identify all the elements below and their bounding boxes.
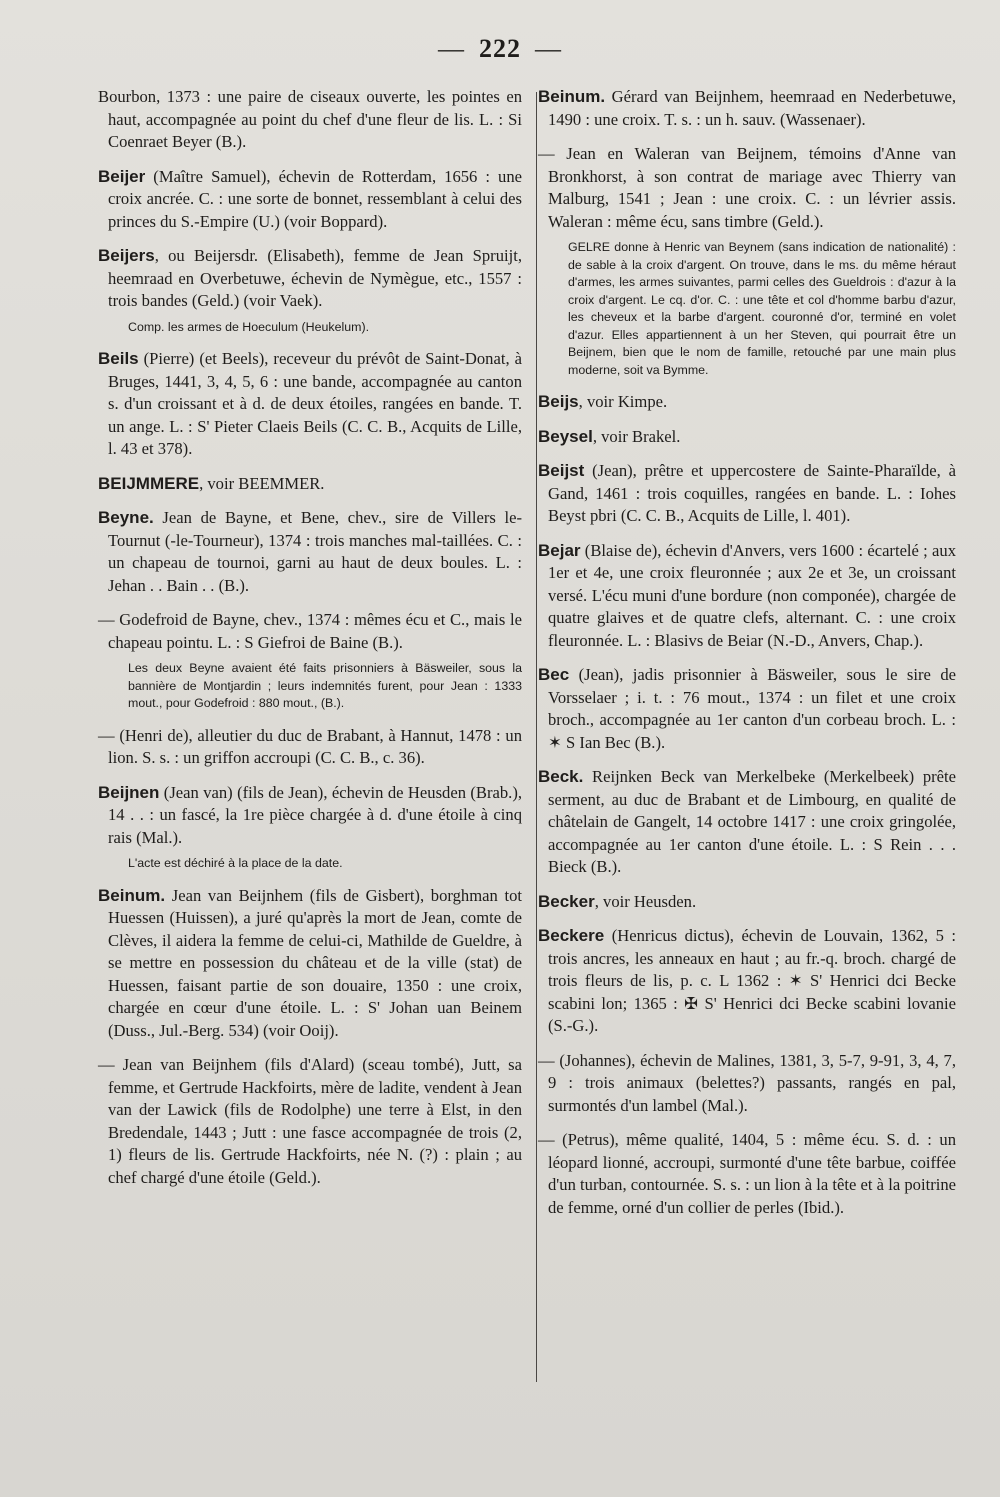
entry-text: — (Petrus), même qualité, 1404, 5 : même écu. S. d. : un léopard lionné, accroupi, surmonté d'une tête barbue, coiffée d'un turban, contournée. S. s. : un lion à la tête et à la poitrine de femme, orné d'un collier de perles (Ibid.). (538, 1130, 956, 1217)
entry-text: (Jean), prêtre et uppercostere de Sainte-Pharaïlde, à Gand, 1461 : trois coquilles, rangées en bande. L. : Iohes Beyst pbri (C. C. B., Acquits de Lille, l. 401). (548, 461, 956, 525)
dictionary-entry (538, 664, 956, 754)
dictionary-entry (538, 766, 956, 879)
dictionary-entry (98, 609, 522, 654)
entry-text: Les deux Beyne avaient été faits prisonniers à Bäsweiler, sous la bannière de Montjardin ; leurs indemnités furent, pour Jean : 1333 mout., pour Godefroid : 880 mout., (B.). (128, 661, 522, 710)
dictionary-entry (538, 391, 956, 414)
entry-text: , voir Brakel. (592, 426, 681, 446)
entry-text: — Jean van Beijnhem (fils d'Alard) (sceau tombé), Jutt, sa femme, et Gertrude Hackfoirts, mère de ladite, vendent à Jean van der Lawick (fils de Rodolphe) une terre à Elst, in den Bredendale, 1443 ; Jutt : une fasce accompagnée de trois (2, 1) fleurs de lis. Gertrude Hackfoirts, née N. (?) : plain ; au chef chargé d'une étoile (Geld.). (98, 1055, 522, 1187)
dictionary-entry (538, 891, 956, 914)
entry-headword: Beysel (538, 426, 593, 446)
entry-headword: Beckere (538, 926, 605, 945)
right-column (538, 86, 956, 1231)
entry-text: (Jean van) (fils de Jean), échevin de Heusden (Brab.), 14 . . : un fascé, la 1re pièce chargée à d. d'une étoile à cinq rais (Mal.). (108, 782, 522, 847)
entry-text: — (Johannes), échevin de Malines, 1381, 3, 5-7, 9-91, 3, 4, 7, 9 : trois animaux (belettes?) passants, rangés en pal, surmontés d'un lambel (Mal.). (538, 1050, 956, 1115)
entry-headword: Beinum. (98, 885, 166, 905)
page-number-dash-right: — (535, 34, 562, 63)
dictionary-entry (98, 473, 522, 496)
entry-headword: BEIJMMERE (98, 473, 200, 493)
dictionary-entry (98, 782, 522, 850)
page-number-dash-left: — (438, 34, 465, 63)
page-number (0, 34, 1000, 64)
entry-headword: Bejar (538, 540, 581, 560)
dictionary-entry (98, 86, 522, 154)
entry-note (568, 239, 956, 379)
entry-text: Comp. les armes de Hoeculum (Heukelum). (128, 319, 370, 334)
dictionary-entry (98, 725, 522, 770)
entry-headword: Becker (538, 891, 595, 911)
left-column (98, 86, 522, 1201)
entry-text: Jean van Beijnhem (fils de Gisbert), borghman tot Huessen (Huissen), a juré qu'après la mort de Jean, comte de Clèves, il aidera la femme de celui-ci, Mathilde de Gueldre, à se mettre en possession du château et de la ville (stat) de Huessen, faisant partie de son douaire, 1350 : une croix, chargée en cœur d'une étoile. L. : S' Johan uan Beinem (Duss., Jul.-Berg. 534) (voir Ooij). (108, 885, 522, 1040)
entry-text: — Godefroid de Bayne, chev., 1374 : mêmes écu et C., mais le chapeau pointu. L. : S Giefroi de Baine (B.). (98, 610, 522, 652)
entry-headword: Beijer (98, 166, 146, 186)
entry-headword: Beinum. (538, 87, 606, 106)
entry-text: (Maître Samuel), échevin de Rotterdam, 1656 : une croix ancrée. C. : une sorte de bonnet, ressemblant à celui des princes du S.-Empire (U.) (voir Boppard). (108, 166, 522, 231)
dictionary-entry (538, 1129, 956, 1219)
dictionary-entry (538, 143, 956, 233)
entry-text: Bourbon, 1373 : une paire de ciseaux ouverte, les pointes en haut, accompagnée au point du chef d'une fleur de lis. L. : Si Coenraet Beyer (B.). (98, 87, 522, 151)
entry-headword: Beils (98, 349, 139, 368)
dictionary-entry (538, 426, 956, 449)
entry-text: — (Henri de), alleutier du duc de Brabant, à Hannut, 1478 : un lion. S. s. : un griffon accroupi (C. C. B., c. 36). (98, 725, 522, 767)
dictionary-entry (98, 166, 522, 234)
dictionary-entry (98, 885, 522, 1043)
entry-headword: Beyne. (98, 508, 154, 527)
entry-headword: Beijs (538, 392, 579, 411)
entry-note (128, 660, 522, 713)
entry-text: (Jean), jadis prisonnier à Bäsweiler, sous le sire de Vorsselaer ; i. t. : 76 mout., 1374 : un filet et une croix broch., accompagnée au 1er canton d'un corbeau broch. L. : ✶ S Ian Bec (B.). (548, 665, 956, 752)
entry-text: Jean de Bayne, et Bene, chev., sire de Villers le-Tournut (-le-Tourneur), 1374 : trois manches mal-taillées. C. : un chapeau de tournoi, garni au haut de deux boules. L. : Jehan . . Bain . . (B.). (108, 508, 522, 595)
dictionary-entry (538, 1050, 956, 1118)
entry-headword: Beijst (538, 461, 585, 480)
entry-text: — Jean en Waleran van Beijnem, témoins d'Anne van Bronkhorst, à son contrat de mariage avec Thierry van Malburg, 1541 ; Jean : une croix. C. : un lévrier assis. Waleran : même écu, sans timbre (Geld.). (538, 144, 956, 231)
dictionary-entry (98, 245, 522, 313)
dictionary-entry (538, 460, 956, 528)
dictionary-entry (98, 507, 522, 597)
entry-text: , voir BEEMMER. (199, 473, 325, 493)
dictionary-entry (538, 540, 956, 653)
entry-text: GELRE donne à Henric van Beynem (sans indication de nationalité) : de sable à la croix d'argent. On trouve, dans le ms. du même héraut d'armes, les armes suivantes, parmi celles des Gueldrois : d'azur à la croix d'argent. Le cq. d'or. C. : une tête et col d'homme barbu d'azur, les cheveux et la barbe d'argent. couronné d'or, terminé en volet d'azur. Elles appartiennent à un her Steven, qui pourrait être un Beijnem, bien que le nom de famille, retouché par une main plus moderne, soit va Bymme. (568, 240, 956, 377)
column-divider (536, 92, 537, 1382)
entry-headword: Beijers (98, 246, 155, 265)
entry-headword: Bec (538, 665, 570, 684)
entry-text: , ou Beijersdr. (Elisabeth), femme de Jean Spruijt, heemraad en Overbetuwe, échevin de Nymègue, etc., 1557 : trois bandes (Geld.) (voir Vaek). (108, 246, 522, 310)
entry-text: L'acte est déchiré à la place de la date. (128, 856, 343, 870)
page-number-value: 222 (479, 34, 521, 63)
dictionary-entry (98, 1054, 522, 1189)
dictionary-entry (538, 86, 956, 131)
dictionary-entry (538, 925, 956, 1038)
entry-headword: Beijnen (98, 782, 160, 802)
entry-text: Gérard van Beijnhem, heemraad en Nederbetuwe, 1490 : une croix. T. s. : un h. sauv. (Wassenaer). (548, 87, 956, 129)
entry-text: (Blaise de), échevin d'Anvers, vers 1600 : écartelé ; aux 1er et 4e, une croix fleuronnée ; aux 2e et 3e, un croissant versé. L'écu muni d'une bordure (non componée), chargée de quatre glaives et de quatre clefs, alternant. C. : une croix fleuronnée. L. : Blasivs de Beiar (N.-D., Anvers, Chap.). (548, 540, 956, 650)
dictionary-entry (98, 348, 522, 461)
entry-headword: Beck. (538, 767, 584, 786)
entry-text: (Henricus dictus), échevin de Louvain, 1362, 5 : trois ancres, les anneaux en haut ; au fr.-q. broch. chargé de trois fleurs de lis, p. c. L 1362 : ✶ S' Henrici dci Becke scabini lon; 1365 : ✠ S' Henrici dci Becke scabini lovanie (S.-G.). (548, 926, 956, 1035)
entry-note (128, 319, 522, 337)
entry-text: Reijnken Beck van Merkelbeke (Merkelbeek) prête serment, au duc de Brabant et de Limbourg, en qualité de châtelain de Gangelt, 14 octobre 1417 : une croix gringolée, accompagnée au 1er canton d'une étoile. L. : S Rein . . . Bieck (B.). (548, 767, 956, 876)
entry-text: , voir Heusden. (594, 891, 697, 911)
entry-text: (Pierre) (et Beels), receveur du prévôt de Saint-Donat, à Bruges, 1441, 3, 4, 5, 6 : une bande, accompagnée au canton s. d'un croissant et à d. de deux étoiles, rangées en bande. T. un ange. L. : S' Pieter Claeis Beils (C. C. B., Acquits de Lille, l. 43 et 378). (108, 349, 522, 458)
entry-note (128, 855, 522, 873)
entry-text: , voir Kimpe. (578, 392, 668, 411)
